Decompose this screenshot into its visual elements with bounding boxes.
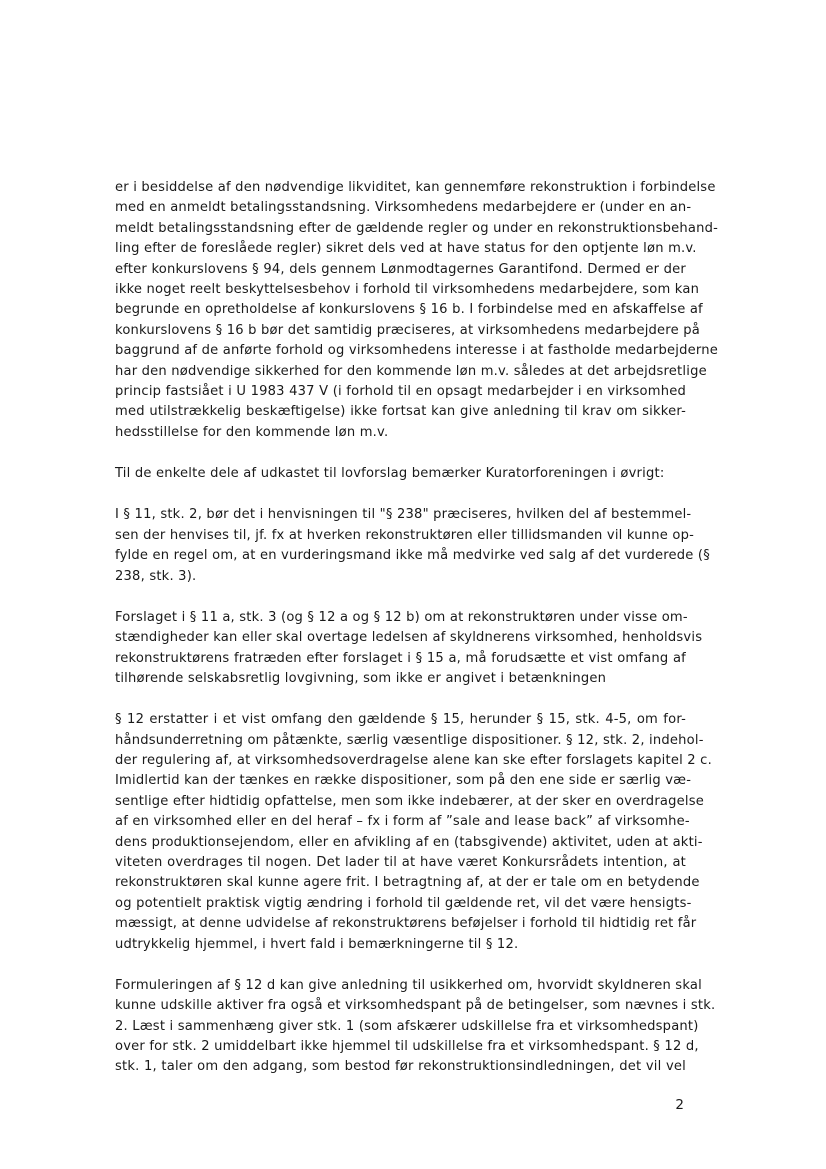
text-line: meldt betalingsstandsning efter de gældende regler og under en rekonstruktionsbehand- xyxy=(115,220,719,236)
text-line: Forslaget i § 11 a, stk. 3 (og § 12 a og § 12 b) om at rekonstruktøren under visse om- xyxy=(115,609,688,625)
paragraph xyxy=(115,710,712,955)
paragraph xyxy=(115,505,710,587)
text-line: konkurslovens § 16 b bør det samtidig præciseres, at virksomhedens medarbejdere på xyxy=(115,322,700,338)
text-line: Imidlertid kan der tænkes en række dispositioner, som på den ene side er særlig væ- xyxy=(115,773,692,789)
text-line: og potentielt praktisk vigtig ændring i forhold til gældende ret, vil det være hensigts- xyxy=(115,895,692,911)
paragraph xyxy=(115,178,719,443)
text-line: håndsunderretning om påtænkte, særlig væsentlige dispositioner. § 12, stk. 2, indehol- xyxy=(115,732,704,748)
text-line: stændigheder kan eller skal overtage ledelsen af skyldnerens virksomhed, henholdsvis xyxy=(115,630,703,646)
text-line: sen der henvises til, jf. fx at hverken rekonstruktøren eller tillidsmanden vil kunne op- xyxy=(115,527,695,543)
paragraph-gap xyxy=(115,587,686,608)
text-line: § 12 erstatter i et vist omfang den gældende § 15, herunder § 15, stk. 4-5, om for- xyxy=(115,712,686,728)
paragraph-gap xyxy=(115,689,686,710)
text-line: der regulering af, at virksomhedsoverdragelse alene kan ske efter forslagets kapitel 2 c. xyxy=(115,752,712,768)
body-text xyxy=(115,178,719,1078)
text-line: over for stk. 2 umiddelbart ikke hjemmel til udskillelse fra et virksomhedspant. § 12 d, xyxy=(115,1039,699,1055)
text-line: udtrykkelig hjemmel, i hvert fald i bemærkningerne til § 12. xyxy=(115,936,519,952)
text-line: stk. 1, taler om den adgang, som bestod før rekonstruktionsindledningen, det vil vel xyxy=(115,1059,686,1075)
text-line: hedsstillelse for den kommende løn m.v. xyxy=(115,424,389,440)
text-line: er i besiddelse af den nødvendige likviditet, kan gennemføre rekonstruktion i forbindelse xyxy=(115,180,716,195)
text-line: sentlige efter hidtidig opfattelse, men som ikke indebærer, at der sker en overdragelse xyxy=(115,793,705,809)
text-line: med utilstrækkelig beskæftigelse) ikke fortsat kan give anledning til krav om sikker- xyxy=(115,404,686,420)
paragraph-gap xyxy=(115,484,686,505)
text-line: I § 11, stk. 2, bør det i henvisningen til "§ 238" præciseres, hvilken del af bestemmel- xyxy=(115,507,692,523)
paragraph xyxy=(115,976,716,1078)
paragraph xyxy=(115,464,686,484)
text-line: viteten overdrages til nogen. Det lader til at have været Konkursrådets intention, at xyxy=(115,854,686,870)
text-line: rekonstruktøren skal kunne agere frit. I betragtning af, at der er tale om en betydende xyxy=(115,875,700,891)
text-line: Til de enkelte dele af udkastet til lovforslag bemærker Kuratorforeningen i øvrigt: xyxy=(115,466,665,482)
text-line: efter konkurslovens § 94, dels gennem Lønmodtagernes Garantifond. Dermed er der xyxy=(115,261,686,277)
text-line: rekonstruktørens fratræden efter forslaget i § 15 a, må forudsætte et vist omfang af xyxy=(115,650,686,666)
text-line: mæssigt, at denne udvidelse af rekonstruktørens beføjelser i forhold til hidtidig ret får xyxy=(115,916,697,932)
page-number: 2 xyxy=(675,1097,684,1113)
text-line: princip fastsiået i U 1983 437 V (i forhold til en opsagt medarbejder i en virksomhed xyxy=(115,384,686,400)
text-line: kunne udskille aktiver fra også et virksomhedspant på de betingelser, som nævnes i stk. xyxy=(115,998,716,1014)
text-line: har den nødvendige sikkerhed for den kommende løn m.v. således at det arbejdsretlige xyxy=(115,363,707,379)
text-line: dens produktionsejendom, eller en afvikling af en (tabsgivende) aktivitet, uden at akti- xyxy=(115,834,703,850)
text-line: baggrund af de anførte forhold og virksomhedens interesse i at fastholde medarbejderne xyxy=(115,343,718,359)
paragraph-gap xyxy=(115,955,686,976)
text-line: ikke noget reelt beskyttelsesbehov i forhold til virksomhedens medarbejdere, som kan xyxy=(115,282,700,298)
text-line: begrunde en opretholdelse af konkurslovens § 16 b. I forbindelse med en afskaffelse af xyxy=(115,302,703,318)
paragraph xyxy=(115,608,703,690)
text-line: ling efter de foreslåede regler) sikret dels ved at have status for den optjente løn m.v. xyxy=(115,241,697,257)
text-line: Formuleringen af § 12 d kan give anledning til usikkerhed om, hvorvidt skyldneren skal xyxy=(115,977,702,993)
text-line: 238, stk. 3). xyxy=(115,568,197,584)
paragraph-gap xyxy=(115,443,686,464)
text-line: tilhørende selskabsretlig lovgivning, som ikke er angivet i betænkningen xyxy=(115,670,607,686)
text-line: fylde en regel om, at en vurderingsmand ikke må medvirke ved salg af det vurderede (§ xyxy=(115,548,710,564)
text-line: af en virksomhed eller en del heraf – fx i form af ”sale and lease back” af virksomhe- xyxy=(115,814,690,830)
text-line: med en anmeldt betalingsstandsning. Virksomhedens medarbejdere er (under en an- xyxy=(115,200,692,216)
text-line: 2. Læst i sammenhæng giver stk. 1 (som afskærer udskillelse fra et virksomhedspant) xyxy=(115,1018,699,1034)
